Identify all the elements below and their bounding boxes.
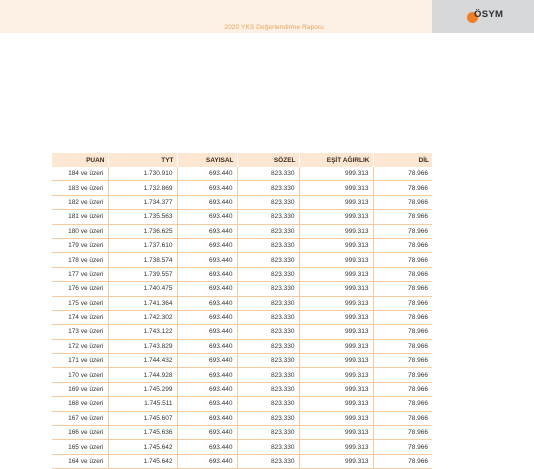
sayisal-cell: 693.440 bbox=[177, 167, 237, 181]
sozel-cell: 823.330 bbox=[237, 310, 299, 324]
sayisal-cell: 693.440 bbox=[177, 282, 237, 296]
puan-cell: 176 ve üzeri bbox=[52, 282, 108, 296]
esit-agirlik-cell: 999.313 bbox=[299, 411, 373, 425]
esit-agirlik-cell: 999.313 bbox=[299, 426, 373, 440]
sayisal-cell: 693.440 bbox=[177, 411, 237, 425]
sozel-cell: 823.330 bbox=[237, 440, 299, 454]
tyt-cell: 1.735.563 bbox=[108, 210, 177, 224]
table-row bbox=[52, 181, 432, 195]
dil-cell: 78.966 bbox=[373, 253, 432, 267]
sayisal-cell: 693.440 bbox=[177, 195, 237, 209]
tyt-cell: 1.740.475 bbox=[108, 282, 177, 296]
dil-cell: 78.966 bbox=[373, 339, 432, 353]
column-header-puan: PUAN bbox=[52, 153, 108, 167]
puan-cell: 166 ve üzeri bbox=[52, 426, 108, 440]
tyt-cell: 1.732.869 bbox=[108, 181, 177, 195]
puan-cell: 179 ve üzeri bbox=[52, 238, 108, 252]
table-row bbox=[52, 296, 432, 310]
dil-cell: 78.966 bbox=[373, 210, 432, 224]
report-header bbox=[0, 0, 432, 33]
logo-text: ÖSYM bbox=[474, 9, 504, 20]
sozel-cell: 823.330 bbox=[237, 339, 299, 353]
table-row bbox=[52, 238, 432, 252]
tyt-cell: 1.743.122 bbox=[108, 325, 177, 339]
esit-agirlik-cell: 999.313 bbox=[299, 167, 373, 181]
tyt-cell: 1.745.511 bbox=[108, 397, 177, 411]
dil-cell: 78.966 bbox=[373, 440, 432, 454]
tyt-cell: 1.734.377 bbox=[108, 195, 177, 209]
column-header-dil: DİL bbox=[373, 153, 432, 167]
tyt-cell: 1.739.557 bbox=[108, 267, 177, 281]
column-header-sozel: SÖZEL bbox=[237, 153, 299, 167]
sozel-cell: 823.330 bbox=[237, 210, 299, 224]
dil-cell: 78.966 bbox=[373, 181, 432, 195]
dil-cell: 78.966 bbox=[373, 411, 432, 425]
esit-agirlik-cell: 999.313 bbox=[299, 253, 373, 267]
esit-agirlik-cell: 999.313 bbox=[299, 382, 373, 396]
esit-agirlik-cell: 999.313 bbox=[299, 339, 373, 353]
sozel-cell: 823.330 bbox=[237, 397, 299, 411]
tyt-cell: 1.736.625 bbox=[108, 224, 177, 238]
esit-agirlik-cell: 999.313 bbox=[299, 368, 373, 382]
table-row bbox=[52, 339, 432, 353]
tyt-cell: 1.745.642 bbox=[108, 440, 177, 454]
sayisal-cell: 693.440 bbox=[177, 339, 237, 353]
tyt-cell: 1.730.910 bbox=[108, 167, 177, 181]
tyt-cell: 1.742.302 bbox=[108, 310, 177, 324]
score-count-table bbox=[52, 153, 432, 469]
osym-logo bbox=[432, 0, 534, 33]
table-row bbox=[52, 397, 432, 411]
dil-cell: 78.966 bbox=[373, 454, 432, 468]
tyt-cell: 1.745.299 bbox=[108, 382, 177, 396]
puan-cell: 172 ve üzeri bbox=[52, 339, 108, 353]
dil-cell: 78.966 bbox=[373, 354, 432, 368]
puan-cell: 165 ve üzeri bbox=[52, 440, 108, 454]
table-row bbox=[52, 282, 432, 296]
sayisal-cell: 693.440 bbox=[177, 310, 237, 324]
sayisal-cell: 693.440 bbox=[177, 426, 237, 440]
puan-cell: 167 ve üzeri bbox=[52, 411, 108, 425]
sayisal-cell: 693.440 bbox=[177, 454, 237, 468]
dil-cell: 78.966 bbox=[373, 238, 432, 252]
sozel-cell: 823.330 bbox=[237, 368, 299, 382]
dil-cell: 78.966 bbox=[373, 368, 432, 382]
puan-cell: 175 ve üzeri bbox=[52, 296, 108, 310]
puan-cell: 184 ve üzeri bbox=[52, 167, 108, 181]
esit-agirlik-cell: 999.313 bbox=[299, 454, 373, 468]
dil-cell: 78.966 bbox=[373, 397, 432, 411]
column-header-tyt: TYT bbox=[108, 153, 177, 167]
dil-cell: 78.966 bbox=[373, 167, 432, 181]
sozel-cell: 823.330 bbox=[237, 267, 299, 281]
puan-cell: 173 ve üzeri bbox=[52, 325, 108, 339]
sozel-cell: 823.330 bbox=[237, 253, 299, 267]
dil-cell: 78.966 bbox=[373, 195, 432, 209]
dil-cell: 78.966 bbox=[373, 267, 432, 281]
table-row bbox=[52, 426, 432, 440]
table-row bbox=[52, 167, 432, 181]
dil-cell: 78.966 bbox=[373, 382, 432, 396]
esit-agirlik-cell: 999.313 bbox=[299, 440, 373, 454]
table-row bbox=[52, 210, 432, 224]
table-row bbox=[52, 267, 432, 281]
esit-agirlik-cell: 999.313 bbox=[299, 181, 373, 195]
table-row bbox=[52, 224, 432, 238]
table-row bbox=[52, 195, 432, 209]
puan-cell: 182 ve üzeri bbox=[52, 195, 108, 209]
tyt-cell: 1.745.642 bbox=[108, 454, 177, 468]
sayisal-cell: 693.440 bbox=[177, 368, 237, 382]
table-row bbox=[52, 411, 432, 425]
sozel-cell: 823.330 bbox=[237, 411, 299, 425]
table-row bbox=[52, 382, 432, 396]
sozel-cell: 823.330 bbox=[237, 238, 299, 252]
sozel-cell: 823.330 bbox=[237, 296, 299, 310]
dil-cell: 78.966 bbox=[373, 310, 432, 324]
column-header-sayisal: SAYISAL bbox=[177, 153, 237, 167]
dil-cell: 78.966 bbox=[373, 282, 432, 296]
report-title: 2020 YKS Değerlendirme Raporu bbox=[224, 24, 324, 31]
esit-agirlik-cell: 999.313 bbox=[299, 224, 373, 238]
sayisal-cell: 693.440 bbox=[177, 238, 237, 252]
puan-cell: 180 ve üzeri bbox=[52, 224, 108, 238]
dil-cell: 78.966 bbox=[373, 325, 432, 339]
esit-agirlik-cell: 999.313 bbox=[299, 296, 373, 310]
table-row bbox=[52, 440, 432, 454]
sayisal-cell: 693.440 bbox=[177, 253, 237, 267]
esit-agirlik-cell: 999.313 bbox=[299, 325, 373, 339]
tyt-cell: 1.745.636 bbox=[108, 426, 177, 440]
table-row bbox=[52, 325, 432, 339]
puan-cell: 164 ve üzeri bbox=[52, 454, 108, 468]
column-header-esit-agirlik: EŞİT AĞIRLIK bbox=[299, 153, 373, 167]
puan-cell: 170 ve üzeri bbox=[52, 368, 108, 382]
sayisal-cell: 693.440 bbox=[177, 354, 237, 368]
table-body bbox=[52, 167, 432, 469]
puan-cell: 183 ve üzeri bbox=[52, 181, 108, 195]
dil-cell: 78.966 bbox=[373, 224, 432, 238]
tyt-cell: 1.743.829 bbox=[108, 339, 177, 353]
esit-agirlik-cell: 999.313 bbox=[299, 397, 373, 411]
tyt-cell: 1.744.432 bbox=[108, 354, 177, 368]
table-row bbox=[52, 253, 432, 267]
puan-cell: 181 ve üzeri bbox=[52, 210, 108, 224]
puan-cell: 178 ve üzeri bbox=[52, 253, 108, 267]
sozel-cell: 823.330 bbox=[237, 454, 299, 468]
dil-cell: 78.966 bbox=[373, 426, 432, 440]
tyt-cell: 1.745.607 bbox=[108, 411, 177, 425]
tyt-cell: 1.741.364 bbox=[108, 296, 177, 310]
sayisal-cell: 693.440 bbox=[177, 440, 237, 454]
sozel-cell: 823.330 bbox=[237, 325, 299, 339]
esit-agirlik-cell: 999.313 bbox=[299, 354, 373, 368]
table-row bbox=[52, 368, 432, 382]
sozel-cell: 823.330 bbox=[237, 426, 299, 440]
sayisal-cell: 693.440 bbox=[177, 210, 237, 224]
table-row bbox=[52, 354, 432, 368]
sayisal-cell: 693.440 bbox=[177, 325, 237, 339]
sayisal-cell: 693.440 bbox=[177, 181, 237, 195]
esit-agirlik-cell: 999.313 bbox=[299, 238, 373, 252]
dil-cell: 78.966 bbox=[373, 296, 432, 310]
table-header-row bbox=[52, 153, 432, 167]
sozel-cell: 823.330 bbox=[237, 195, 299, 209]
esit-agirlik-cell: 999.313 bbox=[299, 282, 373, 296]
sozel-cell: 823.330 bbox=[237, 282, 299, 296]
tyt-cell: 1.744.928 bbox=[108, 368, 177, 382]
sozel-cell: 823.330 bbox=[237, 167, 299, 181]
puan-cell: 168 ve üzeri bbox=[52, 397, 108, 411]
puan-cell: 174 ve üzeri bbox=[52, 310, 108, 324]
puan-cell: 177 ve üzeri bbox=[52, 267, 108, 281]
esit-agirlik-cell: 999.313 bbox=[299, 195, 373, 209]
esit-agirlik-cell: 999.313 bbox=[299, 267, 373, 281]
sayisal-cell: 693.440 bbox=[177, 267, 237, 281]
sayisal-cell: 693.440 bbox=[177, 397, 237, 411]
sozel-cell: 823.330 bbox=[237, 382, 299, 396]
puan-cell: 169 ve üzeri bbox=[52, 382, 108, 396]
sozel-cell: 823.330 bbox=[237, 181, 299, 195]
sozel-cell: 823.330 bbox=[237, 354, 299, 368]
puan-cell: 171 ve üzeri bbox=[52, 354, 108, 368]
tyt-cell: 1.738.574 bbox=[108, 253, 177, 267]
sozel-cell: 823.330 bbox=[237, 224, 299, 238]
sayisal-cell: 693.440 bbox=[177, 296, 237, 310]
esit-agirlik-cell: 999.313 bbox=[299, 210, 373, 224]
tyt-cell: 1.737.610 bbox=[108, 238, 177, 252]
esit-agirlik-cell: 999.313 bbox=[299, 310, 373, 324]
table-row bbox=[52, 310, 432, 324]
sayisal-cell: 693.440 bbox=[177, 382, 237, 396]
sayisal-cell: 693.440 bbox=[177, 224, 237, 238]
